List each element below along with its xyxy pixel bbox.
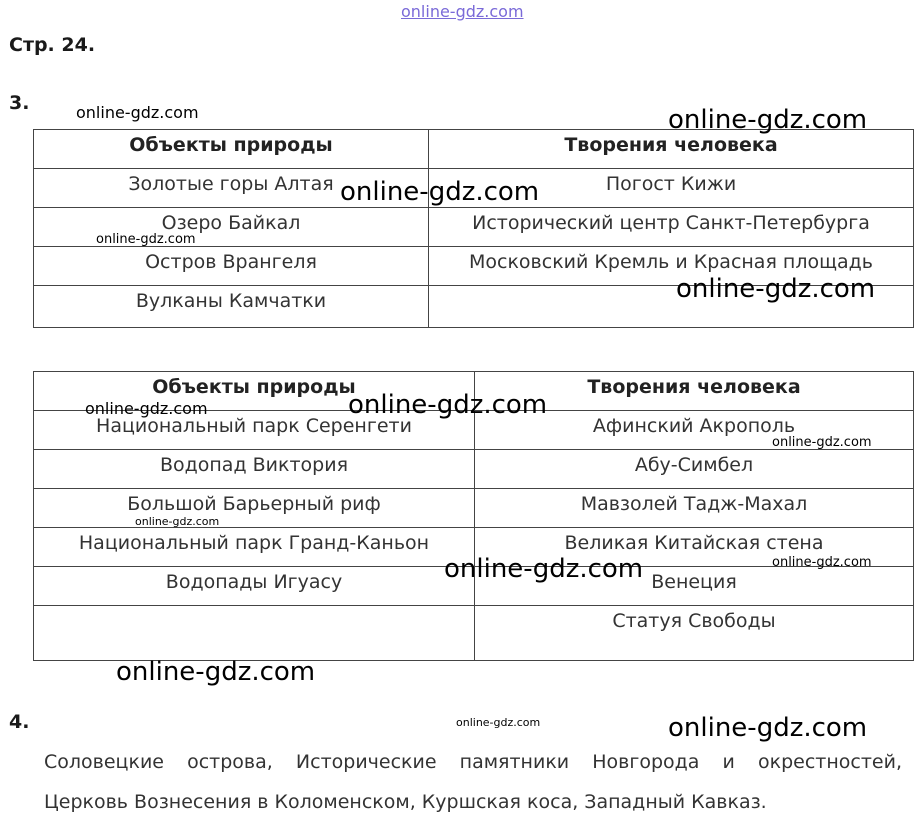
watermark-text: online-gdz.com: [76, 103, 199, 122]
table-cell: Остров Врангеля: [34, 247, 429, 286]
table-1-header-nature: Объекты природы: [34, 130, 429, 169]
table-row: [34, 606, 914, 661]
watermark-text: online-gdz.com: [676, 274, 876, 304]
table-2-header-nature: Объекты природы: [34, 372, 475, 411]
table-1-header-row: [34, 130, 914, 169]
table-cell: Исторический центр Санкт-Петербурга: [429, 208, 914, 247]
watermark-text: online-gdz.com: [340, 177, 540, 207]
table-cell: Московский Кремль и Красная площадь: [429, 247, 914, 286]
task-4-answer-line-1: Соловецкие острова, Исторические памятники Новгорода и окрестностей,: [44, 751, 902, 773]
task-4-answer: [44, 742, 902, 822]
watermark-text: online-gdz.com: [456, 716, 541, 729]
watermark-text: online-gdz.com: [772, 555, 872, 570]
table-cell: [34, 606, 475, 661]
table-1-header-human: Творения человека: [429, 130, 914, 169]
table-cell: Афинский Акрополь: [475, 411, 914, 450]
table-cell: Водопад Виктория: [34, 450, 475, 489]
task-4-answer-line-2: Церковь Вознесения в Коломенском, Куршская коса, Западный Кавказ.: [44, 791, 767, 813]
watermark-text: online-gdz.com: [348, 390, 548, 420]
watermark-text: online-gdz.com: [135, 515, 220, 528]
table-cell: Золотые горы Алтая: [34, 169, 429, 208]
table-cell: Водопады Игуасу: [34, 567, 475, 606]
table-cell: Национальный парк Гранд-Каньон: [34, 528, 475, 567]
page-title: Стр. 24.: [9, 34, 96, 56]
table-2-header-human: Творения человека: [475, 372, 914, 411]
table-cell: Большой Барьерный риф: [34, 489, 475, 528]
table-cell: Озеро Байкал: [34, 208, 429, 247]
table-row: [34, 450, 914, 489]
watermark-text: online-gdz.com: [85, 399, 208, 418]
task-4-number: 4.: [9, 711, 30, 733]
watermark-text: online-gdz.com: [444, 554, 644, 584]
watermark-text: online-gdz.com: [116, 657, 316, 687]
table-cell: Национальный парк Серенгети: [34, 411, 475, 450]
header-watermark-link[interactable]: online-gdz.com: [401, 2, 524, 21]
watermark-text: online-gdz.com: [772, 435, 872, 450]
watermark-text: online-gdz.com: [668, 105, 868, 135]
table-cell: Погост Кижи: [429, 169, 914, 208]
watermark-text: online-gdz.com: [668, 713, 868, 743]
table-cell: Венеция: [475, 567, 914, 606]
table-cell: Вулканы Камчатки: [34, 286, 429, 328]
task-3-number: 3.: [9, 92, 30, 114]
table-cell: Великая Китайская стена: [475, 528, 914, 567]
table-cell: Статуя Свободы: [475, 606, 914, 661]
table-cell: Мавзолей Тадж-Махал: [475, 489, 914, 528]
watermark-text: online-gdz.com: [96, 232, 196, 247]
table-cell: Абу-Симбел: [475, 450, 914, 489]
